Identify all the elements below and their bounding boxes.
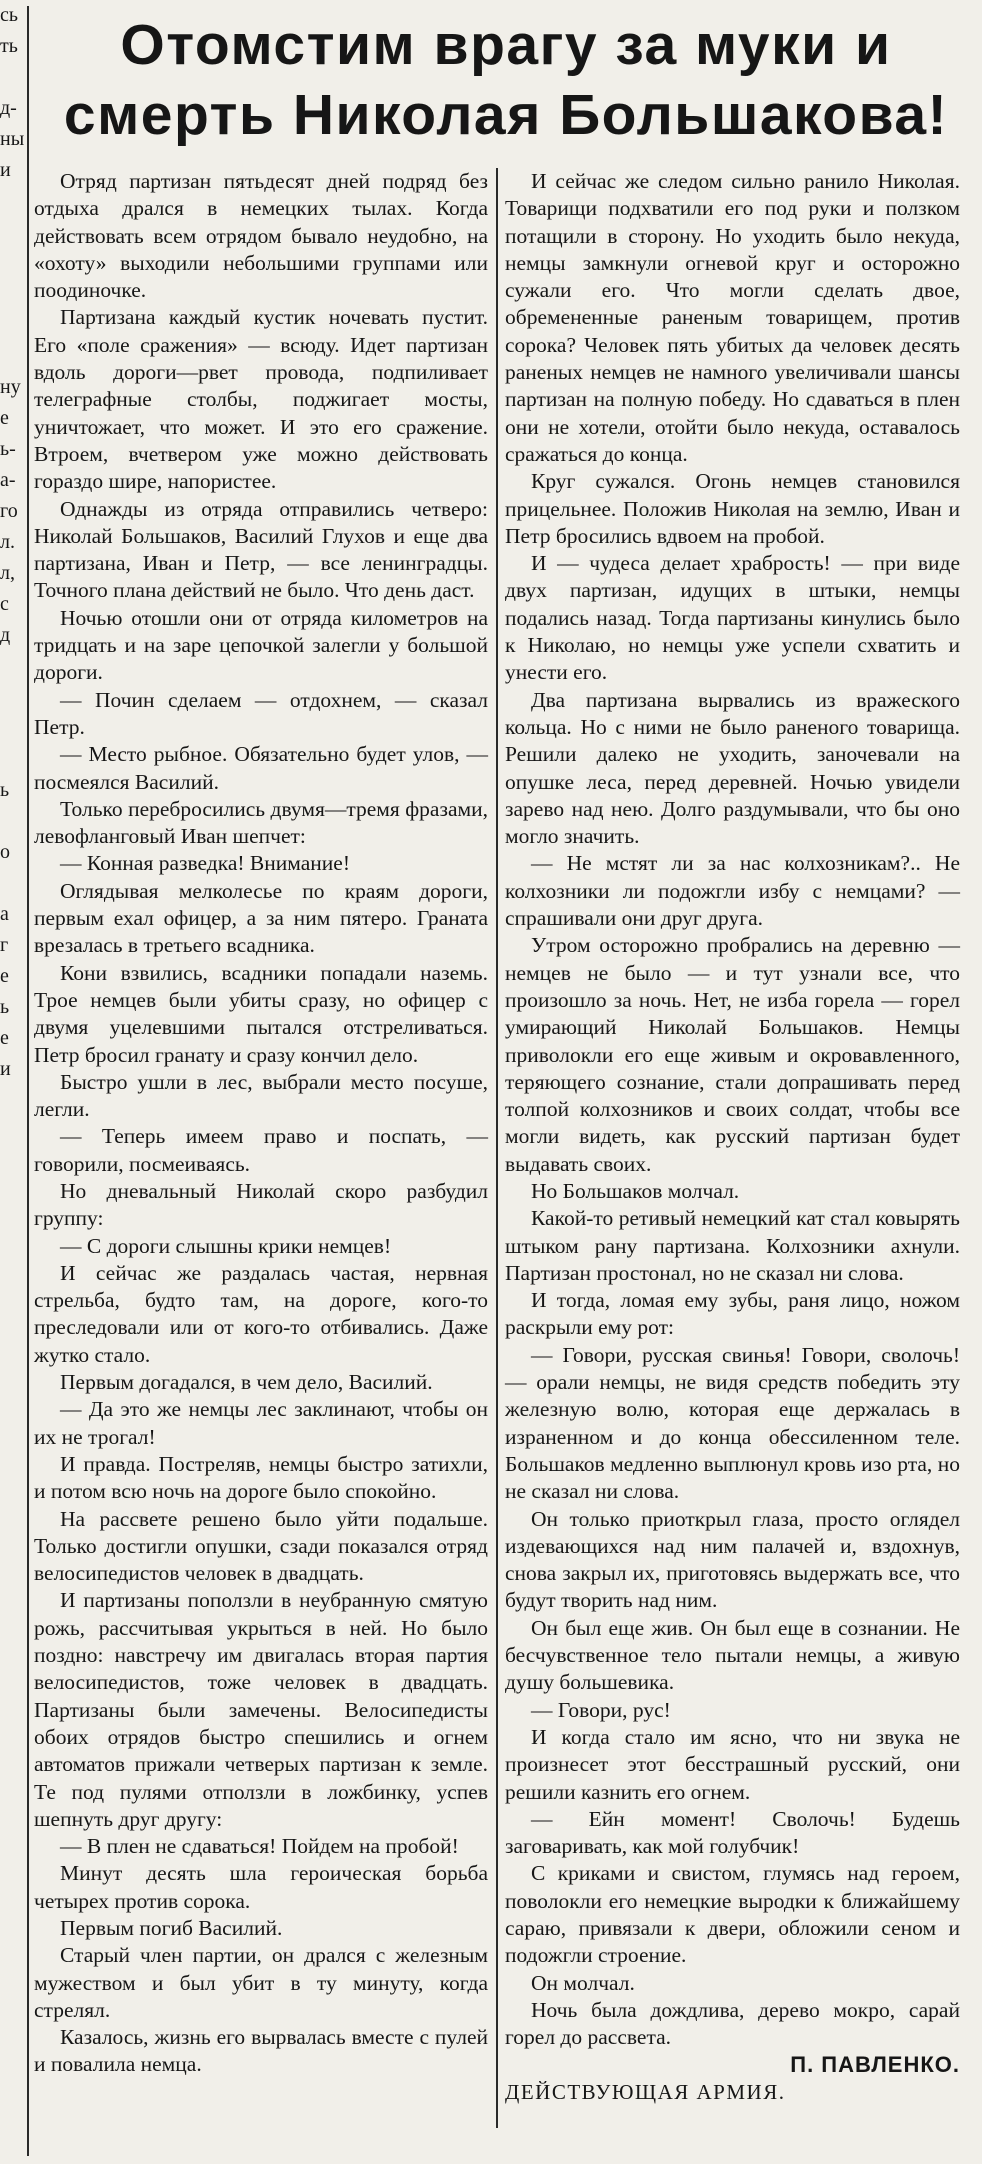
margin-fragment: с bbox=[0, 593, 9, 615]
paragraph: Первым догадался, в чем дело, Василий. bbox=[60, 1370, 433, 1395]
paragraph: — Теперь имеем право и поспать, — говорили, посмеиваясь. bbox=[34, 1124, 488, 1176]
margin-fragment: го bbox=[0, 500, 18, 522]
paragraph: Какой-то ретивый немецкий кат стал ковырять штыком рану партизана. Колхозники ахнули. Партизан простонал, но не сказал ни слова. bbox=[505, 1206, 960, 1285]
margin-fragment: и bbox=[0, 159, 11, 181]
paragraph: Но дневальный Николай скоро разбудил группу: bbox=[34, 1178, 488, 1231]
paragraph: — Ейн момент! Сволочь! Будешь заговаривать, как мой голубчик! bbox=[505, 1806, 960, 1859]
paragraph: Казалось, жизнь его вырвалась вместе с пулей и повалила немца. bbox=[34, 2025, 488, 2077]
margin-fragment bbox=[0, 868, 24, 899]
margin-fragment: л, bbox=[0, 562, 15, 584]
paragraph: Оглядывая мелколесье по краям дороги, первым ехал офицер, а за ним пятеро. Граната врезалась в третьего всадника. bbox=[34, 878, 488, 958]
paragraph: Ночью отошли они от отряда километров на тридцать и на заре цепочкой залегли у большой дороги. bbox=[34, 605, 488, 685]
paragraph: Только перебросились двумя—тремя фразами, левофланговый Иван шепчет: bbox=[34, 796, 488, 849]
article-headline bbox=[34, 10, 978, 150]
margin-fragment: ны bbox=[0, 128, 24, 150]
paragraph: — Почин сделаем — отдохнем, — сказал Петр. bbox=[34, 687, 488, 739]
margin-fragment bbox=[0, 341, 24, 372]
article-column-left bbox=[34, 168, 488, 2079]
paragraph: — С дороги слышны крики немцев! bbox=[60, 1233, 392, 1258]
paragraph: — Да это же немцы лес заклинают, чтобы он их не трогал! bbox=[34, 1397, 488, 1449]
paragraph: И партизаны поползли в неубранную смятую рожь, рассчитывая укрыться в ней. Но было поздно: навстречу им двигалась вторая партия велосипедистов, тоже человек в двадцать. Партизаны были замечены. Велосипедисты обоих отрядов быстро спешились и огнем автоматов прижали четверых партизан к земле. Те под пулями отползли в ложбинку, успев шепнуть друг другу: bbox=[34, 1588, 488, 1831]
paragraph: Кони взвились, всадники попадали наземь. Трое немцев были убиты сразу, но офицер с двумя уцелевшими пытался отстреливаться. Петр бросил гранату и сразу кончил дело. bbox=[34, 960, 488, 1067]
paragraph: На рассвете решено было уйти подальше. Только достигли опушки, сзади показался отряд велосипедистов человек в двадцать. bbox=[34, 1506, 488, 1586]
margin-fragment: ь bbox=[0, 779, 10, 801]
margin-fragment bbox=[0, 310, 24, 341]
paragraph: И когда стало им ясно, что ни звука не произнесет этот бесстрашный русский, они решили казнить его огнем. bbox=[505, 1724, 960, 1804]
margin-fragment: ь- bbox=[0, 438, 16, 460]
paragraph: Два партизана вырвались из вражеского кольца. Но с ними не было раненого товарища. Решили далеко не уходить, заночевали на опушке леса, перед деревней. Ночью увидели зарево над нею. Долго раздумывали, что бы оно могло значить. bbox=[505, 687, 960, 849]
margin-fragment: е bbox=[0, 965, 9, 987]
paragraph: — Конная разведка! Внимание! bbox=[60, 851, 350, 876]
paragraph: Ночь была дождлива, дерево мокро, сарай горел до рассвета. bbox=[505, 1997, 960, 2050]
margin-fragment: cь bbox=[0, 4, 18, 26]
margin-fragment: а- bbox=[0, 469, 16, 491]
margin-fragment bbox=[0, 279, 24, 310]
dateline: ДЕЙСТВУЮЩАЯ АРМИЯ. bbox=[505, 2079, 786, 2104]
paragraph: Утром осторожно пробрались на деревню — немцев не было — и тут узнали все, что произошло за ночь. Нет, не изба горела — горел умирающий Николай Большаков. Немцы приволокли его еще живым и окровавленного, теряющего сознание, стали допрашивать перед толпой колхозников и своих солдат, чтобы все могли видеть, как русский партизан будет выдавать своих. bbox=[505, 933, 960, 1176]
paragraph: Он только приоткрыл глаза, просто оглядел издевающихся над ним палачей и, вздохнув, снова закрыл их, приготовясь выдержать все, что будут творить над ним. bbox=[505, 1506, 960, 1613]
paragraph: — Место рыбное. Обязательно будет улов, — посмеялся Василий. bbox=[34, 742, 488, 794]
margin-fragment: д bbox=[0, 624, 11, 646]
page-left-rule bbox=[27, 6, 29, 2156]
paragraph: Круг сужался. Огонь немцев становился прицельнее. Положив Николая на землю, Иван и Петр бросились вдвоем на пробой. bbox=[505, 469, 960, 548]
margin-fragment: л. bbox=[0, 531, 15, 553]
margin-fragment: д- bbox=[0, 97, 17, 119]
margin-fragment: ть bbox=[0, 35, 18, 57]
margin-fragment: е bbox=[0, 407, 9, 429]
margin-fragment: а bbox=[0, 903, 9, 925]
article-column-right bbox=[505, 168, 960, 2106]
paragraph: И сейчас же следом сильно ранило Николая. Товарищи подхватили его под руки и ползком потащили в сторону. Но уходить было некуда, немцы замкнули огневой круг и осторожно сужали его. Что могли сделать двое, обремененные раненым товарищем, против сорока? Человек пять убитых да человек десять раненых немцев не намного увеличивали шансы партизан на полную победу. Но сдаваться в плен они не хотели, отойти было некуда, оставалось сражаться до конца. bbox=[505, 169, 960, 466]
paragraph: Первым погиб Василий. bbox=[60, 1916, 283, 1940]
paragraph: Партизана каждый кустик ночевать пустит. Его «поле сражения» — всюду. Идет партизан вдоль дороги—рвет провода, подпиливает телеграфные столбы, поджигает мосты, уничтожает, что может. И это его сражение. Втроем, вчетвером уже можно действовать гораздо шире, напористее. bbox=[34, 305, 488, 494]
margin-fragment bbox=[0, 651, 24, 682]
margin-fragment bbox=[0, 62, 24, 93]
headline-line-1: Отомстим врагу за муки и bbox=[120, 13, 892, 77]
paragraph: И правда. Постреляв, немцы быстро затихли, и потом всю ночь на дороге было спокойно. bbox=[34, 1451, 488, 1504]
author-signature: П. ПАВЛЕНКО. bbox=[790, 2052, 960, 2078]
margin-fragment: ну bbox=[0, 376, 21, 398]
margin-fragment bbox=[0, 744, 24, 775]
paragraph: И тогда, ломая ему зубы, раня лицо, ножом раскрыли ему рот: bbox=[505, 1288, 960, 1340]
margin-fragment bbox=[0, 713, 24, 744]
paragraph: Отряд партизан пятьдесят дней подряд без отдыха дрался в немецких тылах. Когда действовать всем отрядом бывало неудобно, на «охоту» выходили небольшими группами или поодиночке. bbox=[34, 169, 488, 303]
paragraph: — Говори, рус! bbox=[531, 1697, 671, 1722]
column-divider bbox=[496, 168, 498, 2128]
paragraph: — В плен не сдаваться! Пойдем на пробой! bbox=[60, 1834, 459, 1859]
adjacent-column-fragment bbox=[0, 0, 24, 2164]
paragraph: — Говори, русская свинья! Говори, сволочь! — орали немцы, не видя средств победить эту железную волю, которая еще держалась в израненном и до конца обессиленном теле. Большаков медленно выплюнул кровь изо рта, но не сказал ни слова. bbox=[505, 1342, 960, 1504]
margin-fragment: о bbox=[0, 841, 10, 863]
margin-fragment bbox=[0, 248, 24, 279]
margin-fragment bbox=[0, 217, 24, 248]
paragraph: Но Большаков молчал. bbox=[531, 1178, 740, 1203]
paragraph: Минут десять шла героическая борьба четырех против сорока. bbox=[34, 1861, 488, 1913]
margin-fragment: е bbox=[0, 1027, 9, 1049]
margin-fragment bbox=[0, 682, 24, 713]
margin-fragment: ь bbox=[0, 996, 10, 1018]
paragraph: Он молчал. bbox=[531, 1970, 635, 1995]
paragraph: С криками и свистом, глумясь над героем, поволокли его немецкие выродки к ближайшему сараю, привязали к двери, обложили сеном и подожгли строение. bbox=[505, 1861, 960, 1968]
margin-fragment: г bbox=[0, 934, 9, 956]
paragraph: Он был еще жив. Он был еще в сознании. Не бесчувственное тело пытали немцы, а живую душу большевика. bbox=[505, 1615, 960, 1695]
paragraph: Быстро ушли в лес, выбрали место посуше, легли. bbox=[34, 1069, 488, 1122]
paragraph: — Не мстят ли за нас колхозникам?.. Не колхозники ли подожгли избу с немцами? — спрашивали они друг друга. bbox=[505, 851, 960, 931]
paragraph: И сейчас же раздалась частая, нервная стрельба, будто там, на дороге, кого-то преследовали или от кого-то отбивались. Даже жутко стало. bbox=[34, 1260, 488, 1367]
headline-line-2: смерть Николая Большакова! bbox=[63, 83, 949, 147]
paragraph: И — чудеса делает храбрость! — при виде двух партизан, идущих в штыки, немцы подались назад. Тогда партизаны кинулись было к Николаю, но немцы уже успели схватить и унести его. bbox=[505, 551, 960, 685]
paragraph: Однажды из отряда отправились четверо: Николай Большаков, Василий Глухов и еще два партизана, Иван и Петр, — все ленинградцы. Точного плана действий не было. Что день даст. bbox=[34, 496, 488, 603]
margin-fragment: и bbox=[0, 1058, 11, 1080]
margin-fragment bbox=[0, 186, 24, 217]
margin-fragment bbox=[0, 806, 24, 837]
paragraph: Старый член партии, он дрался с железным мужеством и был убит в ту минуту, когда стрелял. bbox=[34, 1943, 488, 2022]
